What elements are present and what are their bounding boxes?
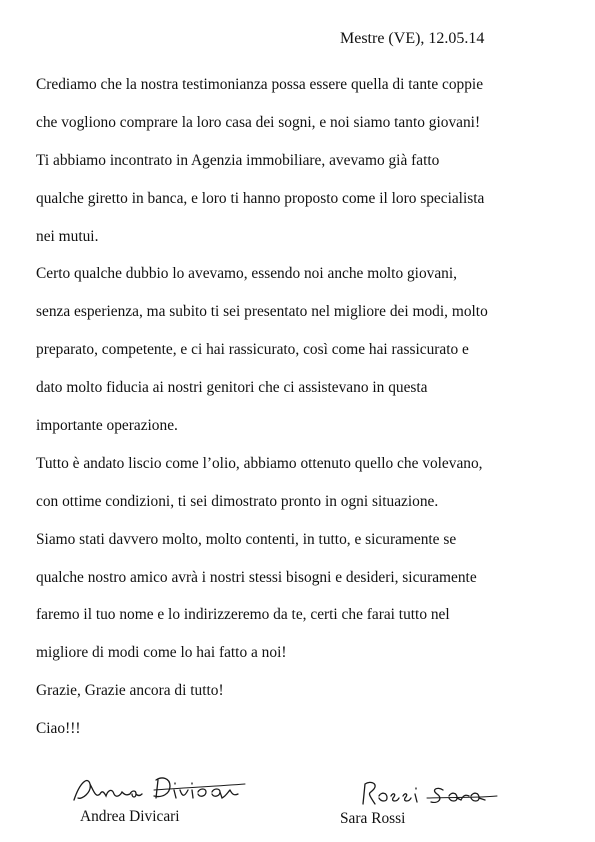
place-date: Mestre (VE), 12.05.14 bbox=[340, 30, 485, 47]
handwritten-signature-sara bbox=[357, 778, 517, 810]
letter-body bbox=[36, 66, 566, 748]
signature-block-andrea bbox=[60, 768, 260, 830]
signer-name-sara: Sara Rossi bbox=[340, 810, 406, 827]
letter-line: faremo il tuo nome e lo indirizzeremo da te, certi che farai tutto nel bbox=[36, 606, 450, 624]
letter-line: Ti abbiamo incontrato in Agenzia immobiliare, avevamo già fatto bbox=[36, 151, 440, 169]
letter-line: senza esperienza, ma subito ti sei presentato nel migliore dei modi, molto bbox=[36, 303, 488, 321]
letter-line: preparato, competente, e ci hai rassicurato, così come hai rassicurato e bbox=[36, 341, 469, 359]
letter-line: Tutto è andato liscio come l’olio, abbiamo ottenuto quello che volevano, bbox=[36, 454, 483, 472]
letter-line: qualche nostro amico avrà i nostri stessi bisogni e desideri, sicuramente bbox=[36, 568, 477, 586]
letter-line: Siamo stati davvero molto, molto contenti, in tutto, e sicuramente se bbox=[36, 530, 457, 548]
letter-line: Crediamo che la nostra testimonianza possa essere quella di tante coppie bbox=[36, 76, 484, 93]
letter-line: migliore di modi come lo hai fatto a noi! bbox=[36, 644, 287, 662]
letter-line: Grazie, Grazie ancora di tutto! bbox=[36, 682, 224, 700]
letter-line: nei mutui. bbox=[36, 227, 99, 245]
letter-line: Certo qualche dubbio lo avevamo, essendo noi anche molto giovani, bbox=[36, 265, 458, 283]
letter-line: Ciao!!! bbox=[36, 720, 81, 738]
letter-line: che vogliono comprare la loro casa dei sogni, e noi siamo tanto giovani! bbox=[36, 113, 481, 131]
signer-name-andrea: Andrea Divicari bbox=[80, 808, 180, 825]
letter-line: dato molto fiducia ai nostri genitori che ci assistevano in questa bbox=[36, 379, 428, 397]
letter-line: importante operazione. bbox=[36, 417, 178, 435]
letter-line: con ottime condizioni, ti sei dimostrato pronto in ogni situazione. bbox=[36, 492, 439, 510]
handwritten-signature-andrea bbox=[70, 770, 270, 810]
letter-line: qualche giretto in banca, e loro ti hanno proposto come il loro specialista bbox=[36, 189, 485, 207]
signature-block-sara bbox=[335, 778, 515, 830]
